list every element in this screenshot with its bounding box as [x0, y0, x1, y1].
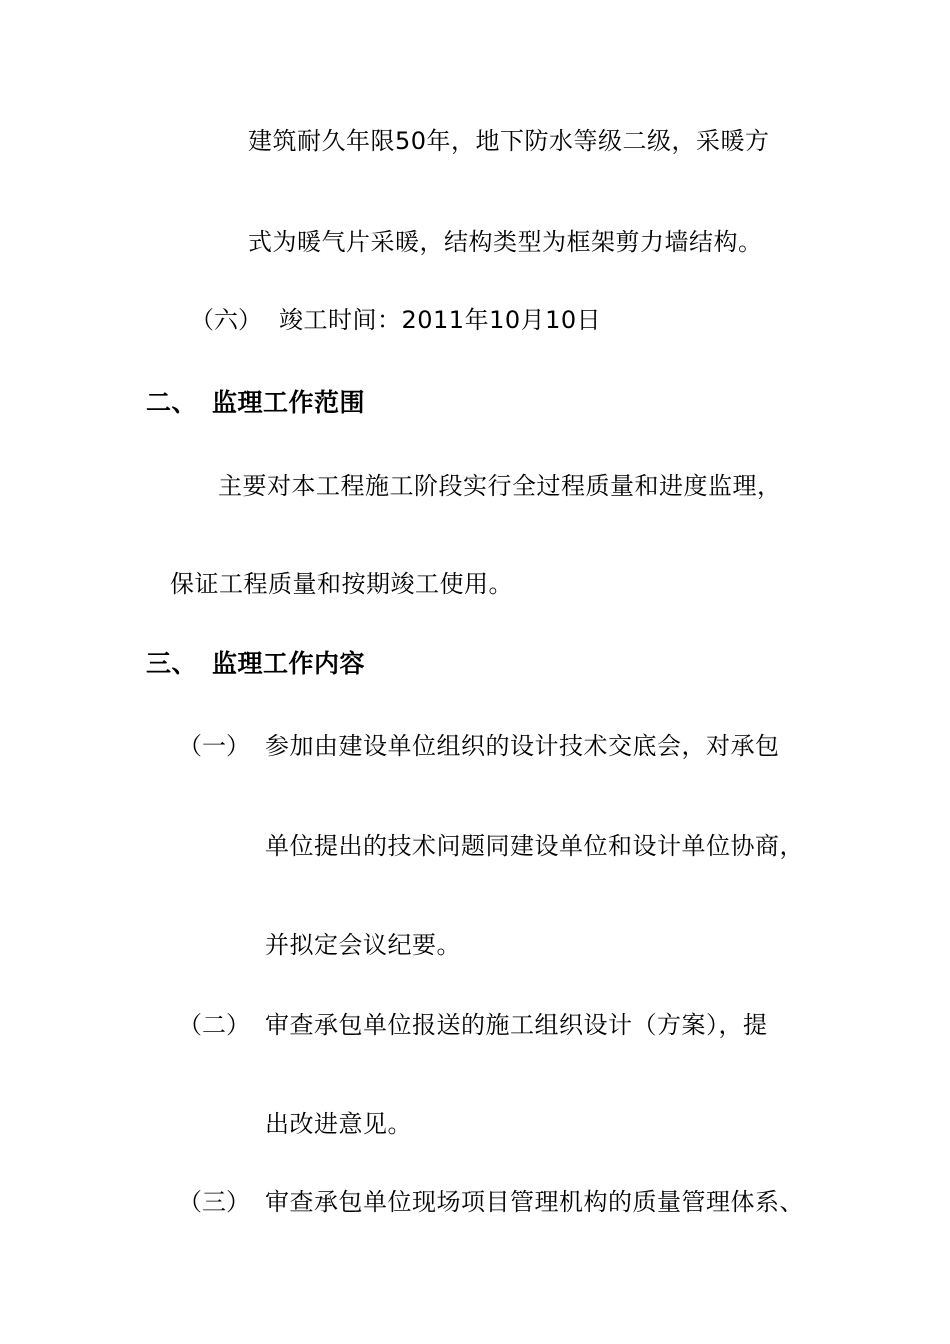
- section-2-marker: 二、: [146, 388, 198, 417]
- item-3-line-1: 审查承包单位现场项目管理机构的质量管理体系、: [265, 1188, 804, 1216]
- item-2-marker: （二）: [178, 1011, 250, 1039]
- continuation-line-1: 建筑耐久年限50年，地下防水等级二级，采暖方: [248, 127, 770, 155]
- item-1-line-3: 并拟定会议纪要。: [265, 931, 461, 959]
- item-2-line-2: 出改进意见。: [265, 1110, 412, 1138]
- item-6-text: 竣工时间：2011年10月10日: [279, 306, 602, 334]
- continuation-line-2: 式为暖气片采暖，结构类型为框架剪力墙结构。: [248, 228, 763, 256]
- item-6-marker: （六）: [190, 306, 262, 334]
- item-2-line-1: 审查承包单位报送的施工组织设计（方案），提: [265, 1011, 768, 1039]
- item-1-line-2: 单位提出的技术问题同建设单位和设计单位协商，: [265, 832, 804, 860]
- section-2-para-line-2: 保证工程质量和按期竣工使用。: [170, 570, 513, 598]
- item-1-line-1: 参加由建设单位组织的设计技术交底会，对承包: [265, 732, 780, 760]
- section-2-para-line-1: 主要对本工程施工阶段实行全过程质量和进度监理，: [218, 472, 782, 500]
- section-3-marker: 三、: [146, 649, 198, 678]
- section-2-title: 监理工作范围: [212, 388, 366, 417]
- item-3-marker: （三）: [178, 1188, 250, 1216]
- section-3-title: 监理工作内容: [212, 649, 366, 678]
- item-1-marker: （一）: [178, 732, 250, 760]
